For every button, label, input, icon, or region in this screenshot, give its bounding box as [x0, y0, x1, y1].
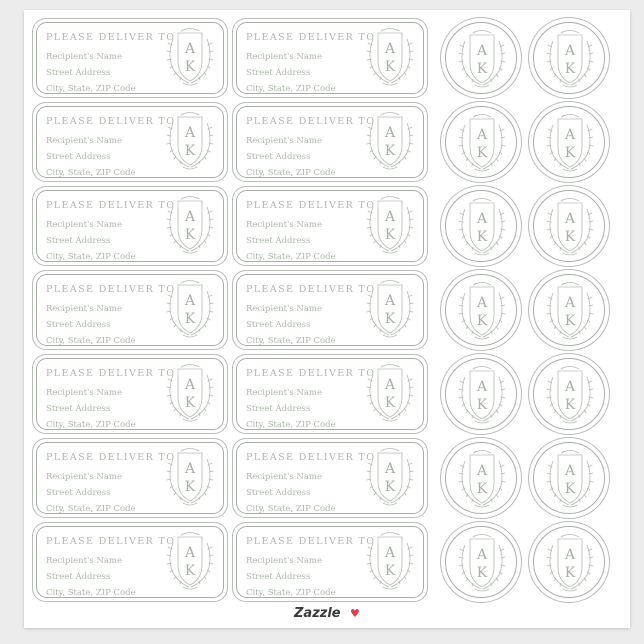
recipient-name: Recipient's Name — [46, 220, 122, 230]
address-lines — [46, 116, 175, 181]
address-lines — [46, 536, 175, 601]
city-state-zip: City, State, ZIP Code — [46, 420, 136, 430]
recipient-name: Recipient's Name — [246, 472, 322, 482]
deliver-heading: PLEASE DELIVER TO — [46, 284, 176, 295]
street-address: Street Address — [46, 68, 111, 78]
monogram-top: A — [184, 461, 196, 477]
monogram-bottom: K — [476, 145, 488, 161]
laurel-crest-monogram-icon — [361, 361, 419, 425]
address-lines — [46, 284, 175, 349]
deliver-heading: PLEASE DELIVER TO — [246, 284, 376, 295]
round-monogram-label — [528, 17, 610, 99]
address-label — [232, 354, 428, 434]
laurel-crest-monogram-icon — [453, 111, 511, 175]
monogram-top: A — [564, 127, 576, 143]
monogram-top: A — [384, 293, 396, 309]
monogram-top: A — [564, 43, 576, 59]
monogram-top: A — [476, 43, 488, 59]
monogram-top: A — [564, 463, 576, 479]
deliver-heading: PLEASE DELIVER TO — [46, 116, 176, 127]
recipient-name: Recipient's Name — [46, 472, 122, 482]
address-lines — [246, 200, 375, 265]
round-monogram-label — [440, 437, 522, 519]
city-state-zip: City, State, ZIP Code — [246, 420, 336, 430]
round-monogram-label — [440, 17, 522, 99]
laurel-crest-monogram-icon — [161, 193, 219, 257]
street-address: Street Address — [46, 320, 111, 330]
address-label — [32, 18, 228, 98]
recipient-name: Recipient's Name — [46, 136, 122, 146]
address-label — [232, 102, 428, 182]
laurel-crest-monogram-icon — [541, 531, 599, 595]
laurel-crest-monogram-icon — [541, 363, 599, 427]
laurel-crest-monogram-icon — [361, 277, 419, 341]
monogram-bottom: K — [184, 395, 196, 411]
address-label — [32, 270, 228, 350]
sticker-sheet — [24, 10, 630, 628]
recipient-name: Recipient's Name — [246, 388, 322, 398]
city-state-zip: City, State, ZIP Code — [246, 504, 336, 514]
street-address: Street Address — [246, 404, 311, 414]
monogram-top: A — [384, 461, 396, 477]
street-address: Street Address — [46, 236, 111, 246]
monogram-top: A — [384, 377, 396, 393]
monogram-bottom: K — [384, 227, 396, 243]
monogram-top: A — [476, 379, 488, 395]
deliver-heading: PLEASE DELIVER TO — [46, 368, 176, 379]
round-monogram-label — [528, 185, 610, 267]
laurel-crest-monogram-icon — [161, 109, 219, 173]
monogram-top: A — [184, 545, 196, 561]
laurel-crest-monogram-icon — [361, 109, 419, 173]
monogram-top: A — [476, 295, 488, 311]
monogram-bottom: K — [476, 61, 488, 77]
monogram-bottom: K — [476, 313, 488, 329]
address-lines — [246, 368, 375, 433]
monogram-bottom: K — [384, 143, 396, 159]
city-state-zip: City, State, ZIP Code — [46, 588, 136, 598]
laurel-crest-monogram-icon — [453, 279, 511, 343]
monogram-bottom: K — [384, 563, 396, 579]
round-monogram-label — [528, 353, 610, 435]
deliver-heading: PLEASE DELIVER TO — [46, 32, 176, 43]
monogram-bottom: K — [184, 59, 196, 75]
recipient-name: Recipient's Name — [246, 304, 322, 314]
deliver-heading: PLEASE DELIVER TO — [46, 536, 176, 547]
address-label — [32, 186, 228, 266]
monogram-bottom: K — [476, 397, 488, 413]
city-state-zip: City, State, ZIP Code — [246, 84, 336, 94]
laurel-crest-monogram-icon — [361, 445, 419, 509]
street-address: Street Address — [246, 236, 311, 246]
round-monogram-label — [440, 101, 522, 183]
laurel-crest-monogram-icon — [541, 279, 599, 343]
recipient-name: Recipient's Name — [46, 52, 122, 62]
recipient-name: Recipient's Name — [246, 220, 322, 230]
round-monogram-label — [440, 185, 522, 267]
laurel-crest-monogram-icon — [361, 193, 419, 257]
city-state-zip: City, State, ZIP Code — [46, 84, 136, 94]
address-label — [232, 270, 428, 350]
address-lines — [246, 284, 375, 349]
city-state-zip: City, State, ZIP Code — [246, 168, 336, 178]
laurel-crest-monogram-icon — [453, 447, 511, 511]
monogram-top: A — [384, 125, 396, 141]
recipient-name: Recipient's Name — [46, 304, 122, 314]
monogram-top: A — [184, 41, 196, 57]
monogram-top: A — [564, 211, 576, 227]
deliver-heading: PLEASE DELIVER TO — [246, 536, 376, 547]
monogram-bottom: K — [384, 479, 396, 495]
round-monogram-label — [528, 269, 610, 351]
city-state-zip: City, State, ZIP Code — [46, 168, 136, 178]
round-monogram-label — [440, 353, 522, 435]
monogram-bottom: K — [564, 481, 576, 497]
street-address: Street Address — [246, 320, 311, 330]
deliver-heading: PLEASE DELIVER TO — [246, 368, 376, 379]
monogram-top: A — [476, 463, 488, 479]
laurel-crest-monogram-icon — [161, 445, 219, 509]
monogram-bottom: K — [184, 479, 196, 495]
address-label — [32, 102, 228, 182]
recipient-name: Recipient's Name — [246, 556, 322, 566]
address-label — [32, 438, 228, 518]
city-state-zip: City, State, ZIP Code — [246, 588, 336, 598]
monogram-top: A — [476, 211, 488, 227]
address-label — [232, 186, 428, 266]
monogram-bottom: K — [564, 565, 576, 581]
monogram-top: A — [184, 125, 196, 141]
address-label — [32, 354, 228, 434]
recipient-name: Recipient's Name — [46, 388, 122, 398]
deliver-heading: PLEASE DELIVER TO — [246, 116, 376, 127]
monogram-top: A — [476, 127, 488, 143]
monogram-bottom: K — [384, 311, 396, 327]
monogram-bottom: K — [184, 311, 196, 327]
laurel-crest-monogram-icon — [453, 27, 511, 91]
monogram-bottom: K — [564, 397, 576, 413]
monogram-top: A — [564, 295, 576, 311]
recipient-name: Recipient's Name — [246, 136, 322, 146]
monogram-bottom: K — [476, 229, 488, 245]
monogram-top: A — [184, 209, 196, 225]
monogram-bottom: K — [184, 143, 196, 159]
recipient-name: Recipient's Name — [246, 52, 322, 62]
street-address: Street Address — [246, 572, 311, 582]
address-lines — [246, 32, 375, 97]
monogram-bottom: K — [384, 59, 396, 75]
laurel-crest-monogram-icon — [453, 363, 511, 427]
street-address: Street Address — [46, 572, 111, 582]
deliver-heading: PLEASE DELIVER TO — [46, 452, 176, 463]
monogram-top: A — [184, 293, 196, 309]
laurel-crest-monogram-icon — [541, 27, 599, 91]
street-address: Street Address — [46, 404, 111, 414]
address-lines — [46, 32, 175, 97]
monogram-bottom: K — [564, 313, 576, 329]
city-state-zip: City, State, ZIP Code — [46, 504, 136, 514]
address-lines — [46, 452, 175, 517]
brand-logo: Zazzle — [294, 606, 341, 621]
address-label — [232, 438, 428, 518]
address-lines — [246, 452, 375, 517]
street-address: Street Address — [246, 152, 311, 162]
address-label — [232, 522, 428, 602]
round-monogram-label — [528, 101, 610, 183]
city-state-zip: City, State, ZIP Code — [246, 336, 336, 346]
city-state-zip: City, State, ZIP Code — [46, 252, 136, 262]
monogram-bottom: K — [564, 61, 576, 77]
monogram-bottom: K — [564, 229, 576, 245]
monogram-bottom: K — [184, 563, 196, 579]
deliver-heading: PLEASE DELIVER TO — [46, 200, 176, 211]
monogram-bottom: K — [564, 145, 576, 161]
round-monogram-label — [528, 437, 610, 519]
laurel-crest-monogram-icon — [453, 195, 511, 259]
monogram-top: A — [384, 545, 396, 561]
recipient-name: Recipient's Name — [46, 556, 122, 566]
monogram-bottom: K — [384, 395, 396, 411]
address-label — [232, 18, 428, 98]
monogram-bottom: K — [476, 481, 488, 497]
city-state-zip: City, State, ZIP Code — [46, 336, 136, 346]
street-address: Street Address — [246, 488, 311, 498]
address-lines — [46, 368, 175, 433]
deliver-heading: PLEASE DELIVER TO — [246, 32, 376, 43]
street-address: Street Address — [46, 488, 111, 498]
monogram-top: A — [564, 379, 576, 395]
deliver-heading: PLEASE DELIVER TO — [246, 452, 376, 463]
laurel-crest-monogram-icon — [161, 361, 219, 425]
street-address: Street Address — [46, 152, 111, 162]
address-lines — [46, 200, 175, 265]
address-lines — [246, 536, 375, 601]
laurel-crest-monogram-icon — [161, 277, 219, 341]
round-monogram-label — [440, 521, 522, 603]
round-monogram-label — [528, 521, 610, 603]
laurel-crest-monogram-icon — [541, 111, 599, 175]
city-state-zip: City, State, ZIP Code — [246, 252, 336, 262]
laurel-crest-monogram-icon — [361, 25, 419, 89]
laurel-crest-monogram-icon — [541, 447, 599, 511]
laurel-crest-monogram-icon — [541, 195, 599, 259]
address-label — [32, 522, 228, 602]
monogram-bottom: K — [476, 565, 488, 581]
monogram-top: A — [384, 209, 396, 225]
laurel-crest-monogram-icon — [161, 25, 219, 89]
heart-icon: ♥ — [350, 607, 360, 620]
laurel-crest-monogram-icon — [453, 531, 511, 595]
laurel-crest-monogram-icon — [361, 529, 419, 593]
street-address: Street Address — [246, 68, 311, 78]
monogram-bottom: K — [184, 227, 196, 243]
laurel-crest-monogram-icon — [161, 529, 219, 593]
monogram-top: A — [184, 377, 196, 393]
round-monogram-label — [440, 269, 522, 351]
monogram-top: A — [564, 547, 576, 563]
address-lines — [246, 116, 375, 181]
monogram-top: A — [476, 547, 488, 563]
monogram-top: A — [384, 41, 396, 57]
deliver-heading: PLEASE DELIVER TO — [246, 200, 376, 211]
